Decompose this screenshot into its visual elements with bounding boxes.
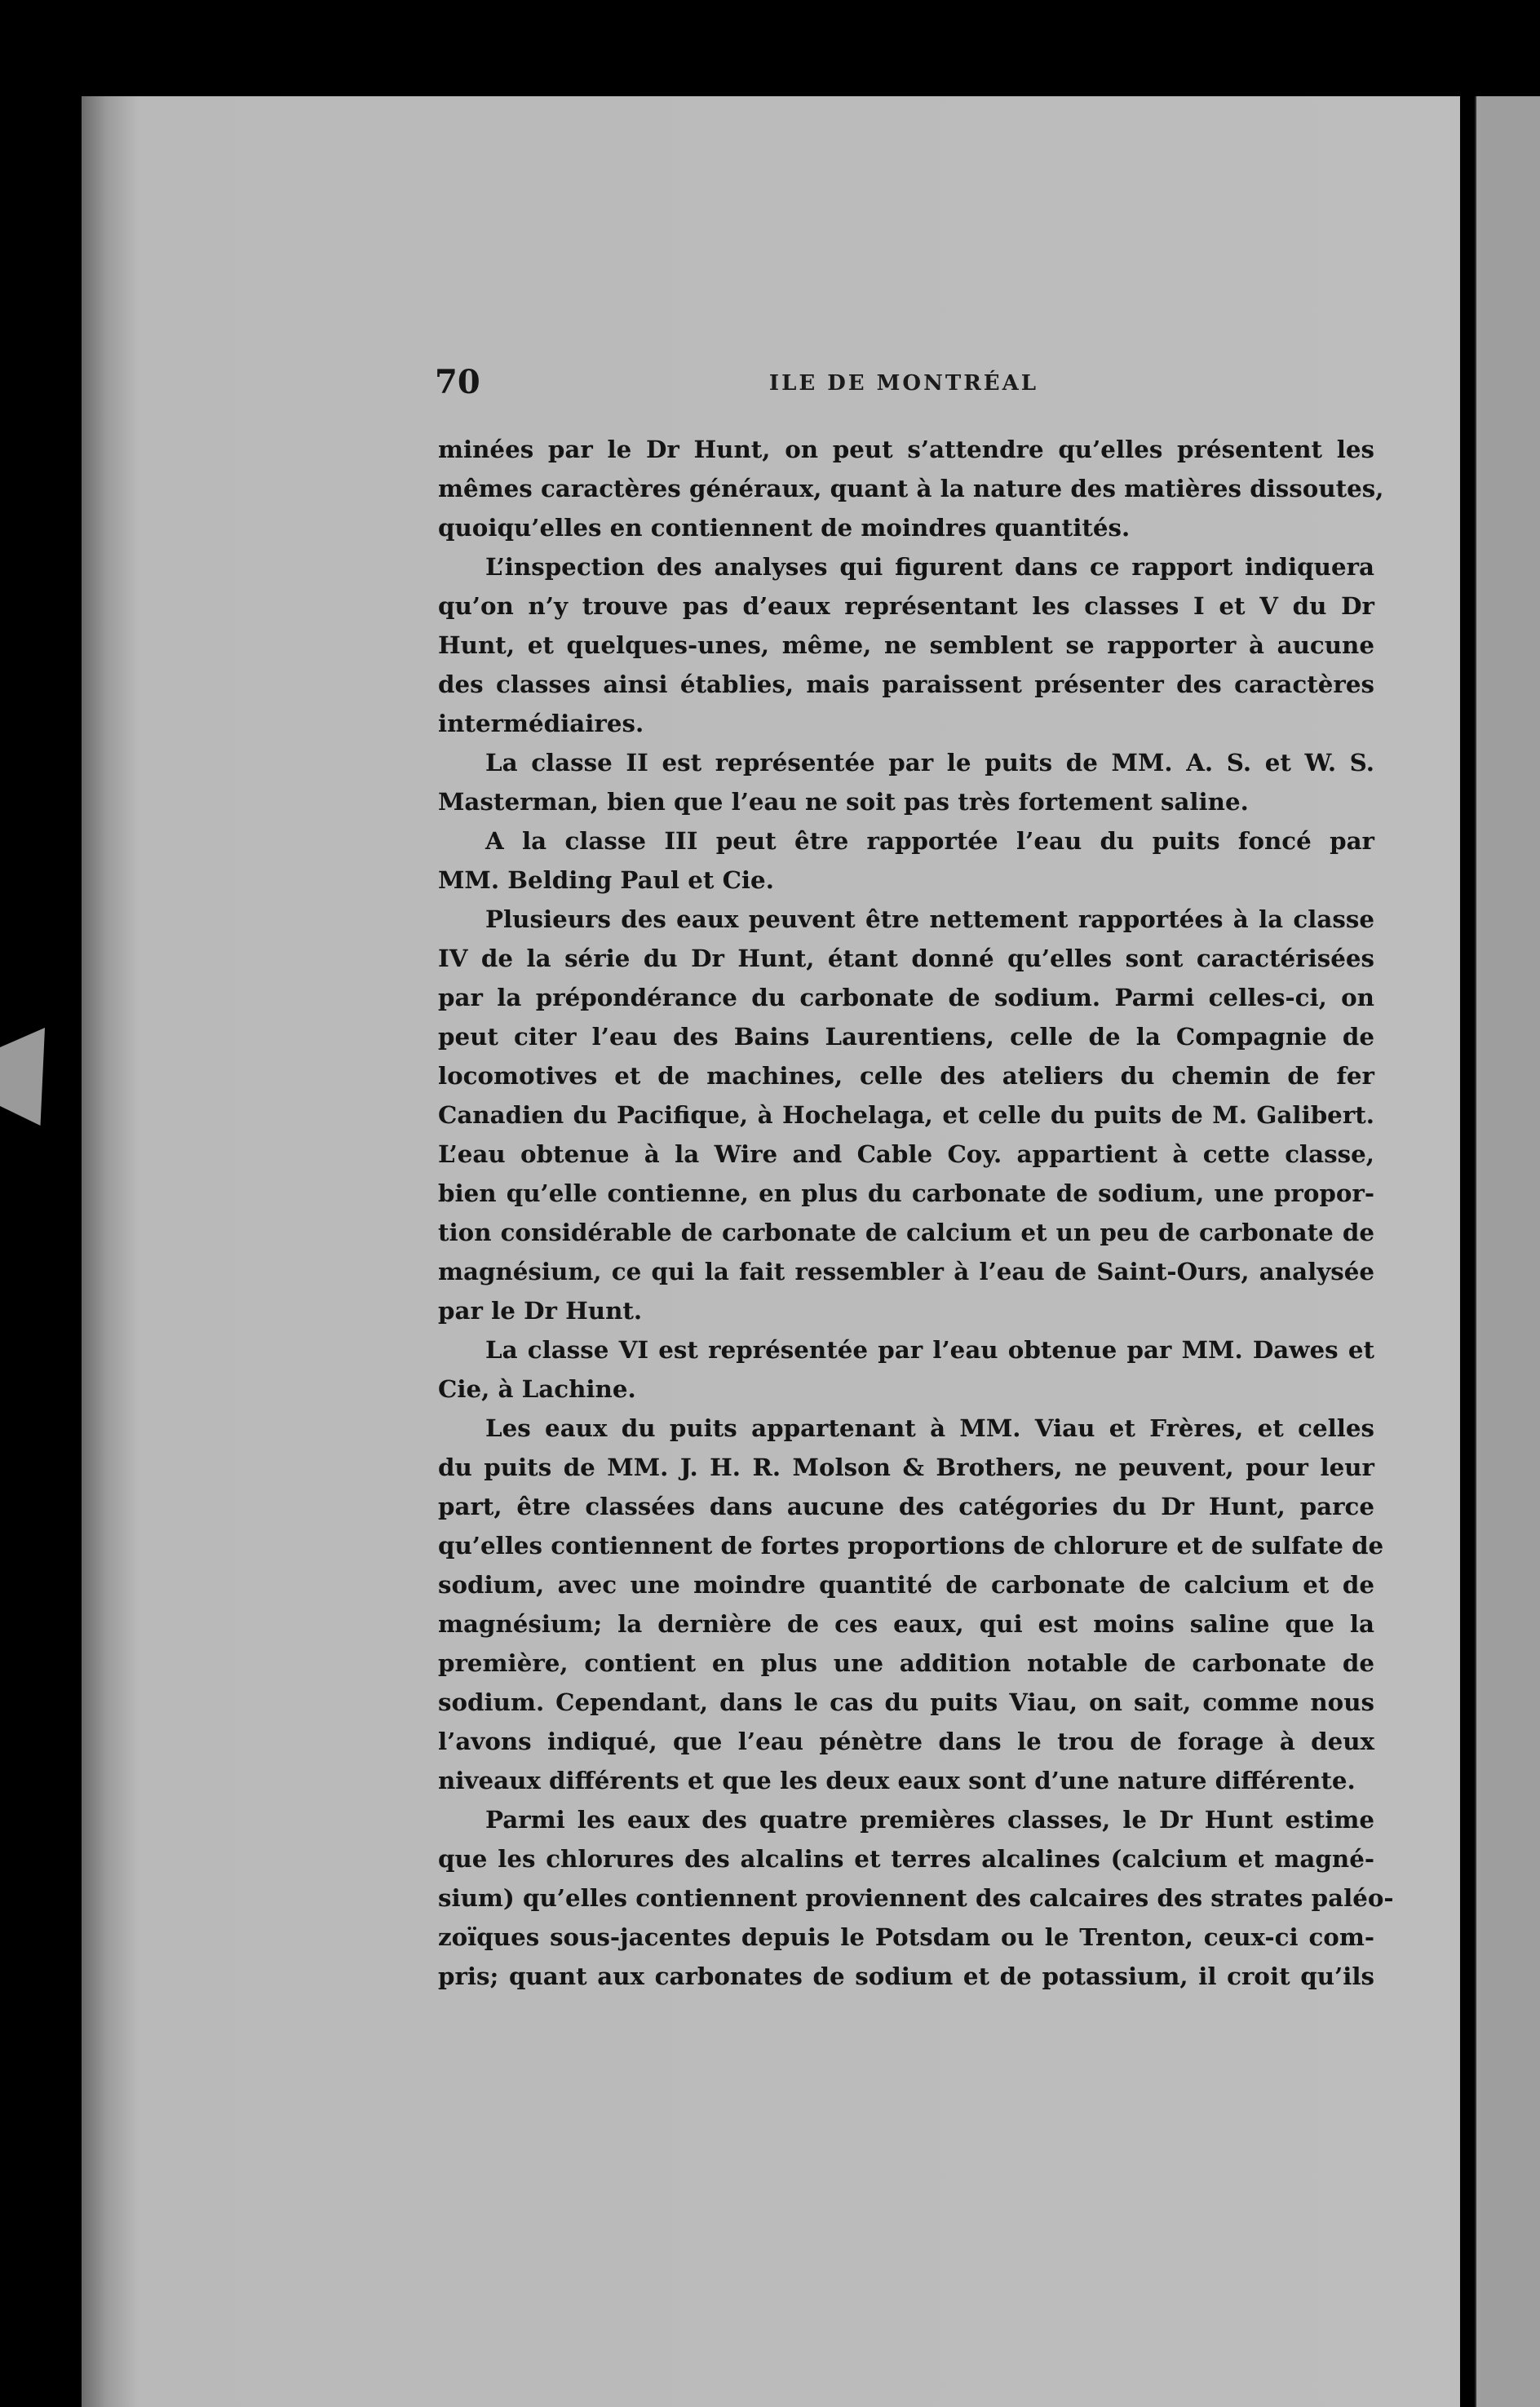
page-number: 70	[435, 363, 480, 401]
text-line: sium) qu’elles contiennent proviennent des calcaires des strates paléo-	[438, 1883, 1394, 1912]
text-line: Hunt, et quelques-unes, même, ne semblent se rapporter à aucune	[438, 631, 1374, 659]
text-line: Les eaux du puits appartenant à MM. Viau et Frères, et celles	[485, 1414, 1374, 1442]
text-line: sodium. Cependant, dans le cas du puits Viau, on sait, comme nous	[438, 1688, 1374, 1716]
text-line: Parmi les eaux des quatre premières classes, le Dr Hunt estime	[485, 1805, 1374, 1834]
text-line: La classe VI est représentée par l’eau obtenue par MM. Dawes et	[485, 1335, 1374, 1364]
text-line: quoiqu’elles en contiennent de moindres quantités.	[438, 513, 1131, 542]
text-line: zoïques sous-jacentes depuis le Potsdam ou le Trenton, ceux-ci com-	[438, 1923, 1374, 1951]
text-line: l’avons indiqué, que l’eau pénètre dans le trou de forage à deux	[438, 1727, 1374, 1755]
running-head: ILE DE MONTRÉAL	[768, 371, 1039, 396]
text-line: IV de la série du Dr Hunt, étant donné qu’elles sont caractérisées	[438, 944, 1374, 972]
text-line: magnésium; la dernière de ces eaux, qui est moins saline que la	[438, 1609, 1374, 1638]
binding-tab	[0, 1028, 45, 1126]
text-line: des classes ainsi établies, mais paraissent présenter des caractères	[438, 670, 1374, 698]
text-line: A la classe III peut être rapportée l’eau du puits foncé par	[485, 826, 1374, 855]
text-line: locomotives et de machines, celle des ateliers du chemin de fer	[438, 1061, 1374, 1090]
text-line: que les chlorures des alcalins et terres alcalines (calcium et magné-	[438, 1844, 1374, 1873]
page-header	[435, 363, 1373, 412]
body-text	[438, 430, 1394, 1996]
text-line: qu’on n’y trouve pas d’eaux représentant les classes I et V du Dr	[438, 591, 1374, 620]
text-line: La classe II est représentée par le puits de MM. A. S. et W. S.	[485, 748, 1374, 777]
text-line: Masterman, bien que l’eau ne soit pas très fortement saline.	[438, 787, 1249, 816]
text-line: du puits de MM. J. H. R. Molson & Brothers, ne peuvent, pour leur	[438, 1453, 1374, 1481]
text-line: Cie, à Lachine.	[438, 1374, 636, 1403]
text-line: L’inspection des analyses qui figurent dans ce rapport indiquera	[485, 552, 1374, 581]
text-line: sodium, avec une moindre quantité de carbonate de calcium et de	[438, 1570, 1374, 1599]
text-line: Canadien du Pacifique, à Hochelaga, et celle du puits de M. Galibert.	[438, 1100, 1374, 1129]
text-line: intermédiaires.	[438, 709, 644, 737]
text-line: L’eau obtenue à la Wire and Cable Coy. appartient à cette classe,	[438, 1139, 1374, 1168]
text-line: par le Dr Hunt.	[438, 1296, 643, 1325]
text-line: niveaux différents et que les deux eaux sont d’une nature différente.	[438, 1766, 1356, 1794]
text-line: mêmes caractères généraux, quant à la nature des matières dissoutes,	[438, 474, 1384, 502]
text-line: magnésium, ce qui la fait ressembler à l’eau de Saint-Ours, analysée	[438, 1257, 1374, 1285]
text-line: pris; quant aux carbonates de sodium et de potassium, il croit qu’ils	[438, 1962, 1374, 1990]
text-line: première, contient en plus une addition notable de carbonate de	[438, 1648, 1374, 1677]
text-line: par la prépondérance du carbonate de sodium. Parmi celles-ci, on	[438, 983, 1374, 1011]
text-line: Plusieurs des eaux peuvent être nettement rapportées à la classe	[485, 905, 1374, 933]
text-line: qu’elles contiennent de fortes proportions de chlorure et de sulfate de	[438, 1531, 1384, 1560]
text-line: tion considérable de carbonate de calcium et un peu de carbonate de	[438, 1218, 1374, 1246]
text-line: peut citer l’eau des Bains Laurentiens, celle de la Compagnie de	[438, 1022, 1374, 1051]
text-line: MM. Belding Paul et Cie.	[438, 865, 774, 894]
facing-page-edge	[1475, 96, 1540, 2407]
text-line: part, être classées dans aucune des catégories du Dr Hunt, parce	[438, 1492, 1374, 1520]
text-line: bien qu’elle contienne, en plus du carbonate de sodium, une propor-	[438, 1179, 1374, 1207]
text-line: minées par le Dr Hunt, on peut s’attendre qu’elles présentent les	[438, 435, 1374, 463]
